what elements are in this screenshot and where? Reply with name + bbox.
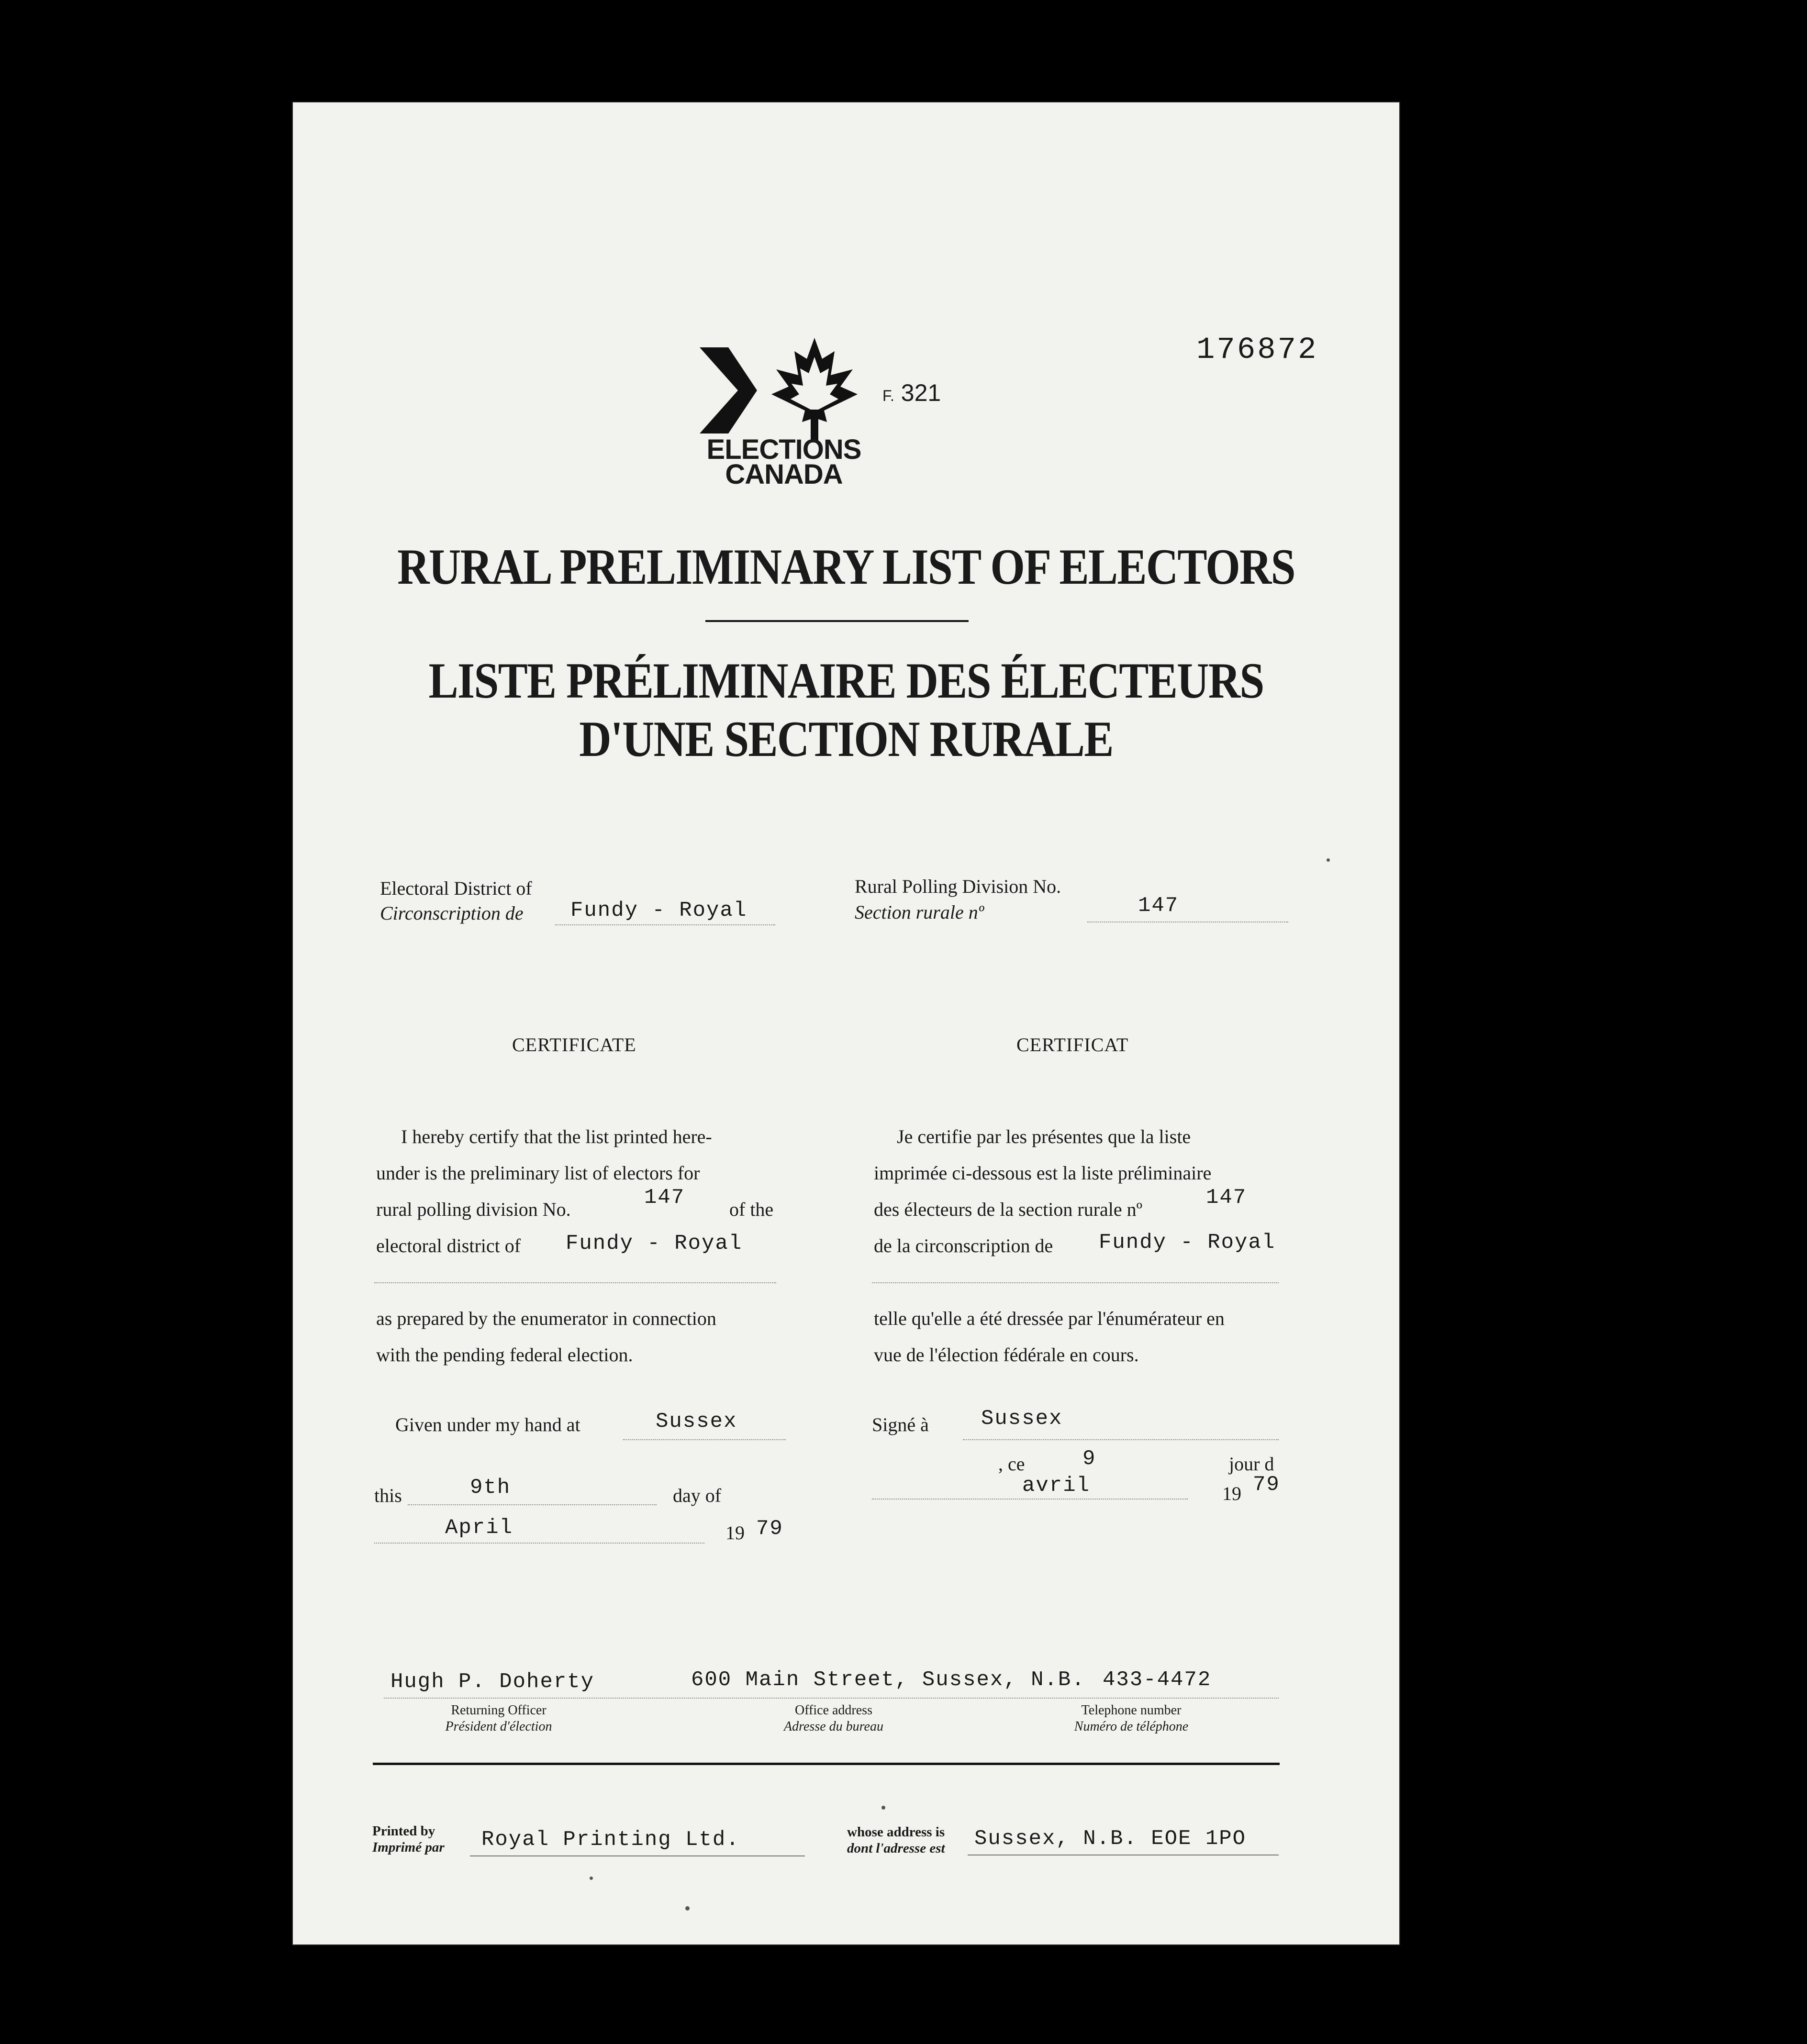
speck [881, 1806, 885, 1810]
logo-line2: CANADA [725, 459, 843, 490]
printer-address-label-en: whose address is [847, 1824, 945, 1840]
logo-text [693, 434, 875, 490]
cert-en-line2: under is the preliminary list of electors for [376, 1162, 700, 1184]
title-divider [705, 620, 969, 622]
officer-name-value: Hugh P. Doherty [390, 1670, 595, 1694]
cert-en-month-value: April [445, 1516, 513, 1540]
logo-line1: ELECTIONS [706, 434, 861, 465]
speck [685, 1906, 690, 1911]
cert-en-place-line [623, 1439, 786, 1440]
printer-label-fr: Imprimé par [372, 1840, 445, 1855]
title-english: RURAL PRELIMINARY LIST OF ELECTORS [397, 539, 1295, 595]
officer-name-caption [432, 1702, 566, 1735]
cert-en-month-line [374, 1543, 704, 1544]
cert-en-district-value: Fundy - Royal [566, 1232, 743, 1255]
district-label-fr: Circonscription de [380, 902, 524, 924]
officer-address-value: 600 Main Street, Sussex, N.B. [691, 1668, 1085, 1692]
cert-fr-day-value: 9 [1082, 1447, 1096, 1471]
cert-en-day-line [408, 1504, 657, 1505]
officer-name-label-fr: Président d'élection [445, 1719, 552, 1734]
officer-phone-label-fr: Numéro de téléphone [1074, 1719, 1189, 1734]
cert-fr-month-value: avril [1022, 1474, 1091, 1498]
certificate-heading-fr: CERTIFICAT [1016, 1034, 1129, 1055]
cert-fr-month-line [872, 1499, 1188, 1500]
title-french-line1: LISTE PRÉLIMINAIRE DES ÉLECTEURS [428, 653, 1264, 709]
printer-name-line [470, 1855, 805, 1856]
district-line [555, 924, 775, 925]
speck [1327, 858, 1330, 862]
cert-en-day-value: 9th [470, 1476, 511, 1500]
cert-fr-division-value: 147 [1206, 1186, 1247, 1210]
cert-en-year-value: 79 [756, 1517, 783, 1541]
cert-fr-place-line [963, 1439, 1279, 1440]
printer-address-label [847, 1824, 945, 1856]
printer-label [372, 1823, 445, 1855]
cert-en-century: 19 [725, 1522, 745, 1544]
cert-en-line3b: of the [729, 1199, 774, 1220]
cert-en-place-value: Sussex [656, 1410, 737, 1433]
officer-phone-caption [1045, 1702, 1217, 1735]
cert-fr-signed-label: Signé à [872, 1414, 929, 1435]
cert-fr-line6: vue de l'élection fédérale en cours. [874, 1344, 1139, 1366]
document-page [293, 102, 1399, 1944]
division-label-fr: Section rurale nº [855, 901, 984, 923]
cert-fr-line5: telle qu'elle a été dressée par l'énumérateur en [874, 1308, 1225, 1329]
form-number-value: 321 [901, 379, 941, 406]
officer-address-label-en: Office address [795, 1703, 872, 1718]
division-label-en: Rural Polling Division No. [855, 876, 1061, 897]
cert-fr-place-value: Sussex [981, 1407, 1063, 1431]
officer-address-label-fr: Adresse du bureau [784, 1719, 883, 1734]
district-value: Fundy - Royal [570, 899, 747, 922]
cert-fr-district-line [872, 1282, 1279, 1283]
cert-fr-line2: imprimée ci-dessous est la liste préliminaire [874, 1162, 1212, 1184]
cert-fr-ce-label: , ce [998, 1453, 1025, 1475]
title-french-line2: D'UNE SECTION RURALE [579, 711, 1113, 767]
cert-en-line4: electoral district of [376, 1235, 521, 1256]
certificate-heading-en: CERTIFICATE [512, 1034, 636, 1055]
district-label-en: Electoral District of [380, 878, 532, 899]
speck [590, 1877, 593, 1880]
elections-canada-logo-icon [695, 338, 867, 448]
section-divider [373, 1763, 1280, 1765]
cert-fr-line3: des électeurs de la section rurale nº [874, 1199, 1143, 1220]
officer-name-label-en: Returning Officer [451, 1703, 547, 1718]
cert-en-district-line [374, 1282, 776, 1283]
officer-line [384, 1698, 1279, 1699]
printer-address-label-fr: dont l'adresse est [847, 1841, 945, 1856]
printer-label-en: Printed by [372, 1823, 435, 1839]
cert-en-day-of-label: day of [673, 1485, 722, 1506]
form-number [882, 379, 941, 407]
cert-en-division-value: 147 [644, 1186, 685, 1210]
cert-fr-century: 19 [1222, 1483, 1241, 1504]
cert-en-this-label: this [374, 1485, 402, 1506]
cert-en-line1: I hereby certify that the list printed here- [401, 1126, 712, 1147]
cert-en-given-label: Given under my hand at [395, 1414, 580, 1435]
cert-fr-line4: de la circonscription de [874, 1235, 1053, 1256]
cert-fr-year-value: 79 [1253, 1473, 1280, 1497]
cert-fr-district-value: Fundy - Royal [1099, 1231, 1276, 1255]
cert-fr-jour-label: jour d [1229, 1453, 1274, 1475]
cert-fr-line1: Je certifie par les présentes que la liste [897, 1126, 1191, 1147]
officer-phone-value: 433-4472 [1103, 1668, 1212, 1692]
printer-address-value: Sussex, N.B. EOE 1PO [974, 1827, 1247, 1851]
division-value: 147 [1138, 894, 1179, 918]
form-number-prefix: F. [882, 387, 894, 404]
cert-en-line3a: rural polling division No. [376, 1199, 571, 1220]
printer-name-value: Royal Printing Ltd. [481, 1828, 740, 1852]
officer-address-caption [752, 1702, 915, 1735]
officer-phone-label-en: Telephone number [1081, 1703, 1182, 1718]
cert-en-line5: as prepared by the enumerator in connection [376, 1308, 716, 1329]
serial-number: 176872 [1196, 333, 1318, 367]
cert-en-line6: with the pending federal election. [376, 1344, 633, 1366]
